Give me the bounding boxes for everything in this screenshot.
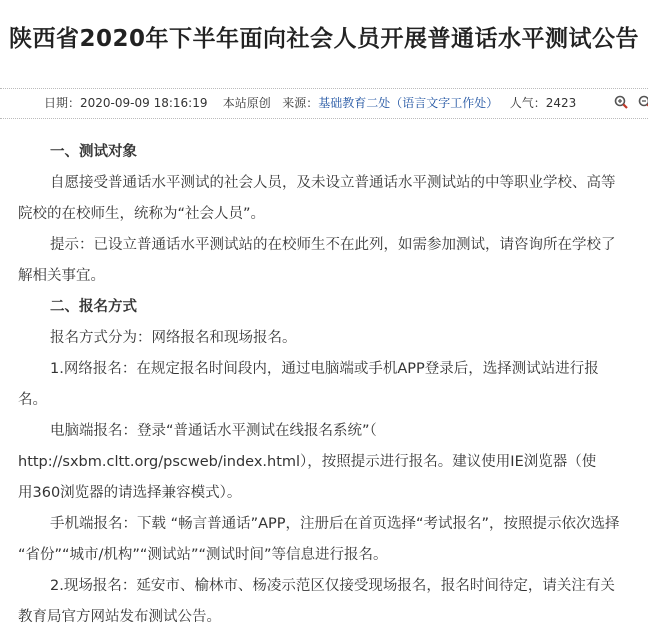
text-line: 报名方式分为：网络报名和现场报名。 bbox=[50, 330, 297, 346]
zoom-out-icon[interactable] bbox=[638, 95, 648, 109]
text-line: 教育局官方网站发布测试公告。 bbox=[18, 609, 221, 625]
paragraph bbox=[18, 323, 643, 354]
text-line: 电脑端报名：登录“普通话水平测试在线报名系统”（ bbox=[50, 423, 377, 439]
text-line: 2.现场报名：延安市、榆林市、杨凌示范区仅接受现场报名，报名时间待定，请关注有关 bbox=[50, 578, 615, 594]
section-heading bbox=[18, 137, 643, 168]
section-heading bbox=[18, 292, 643, 323]
origin: 本站原创 bbox=[222, 96, 271, 110]
text-line: 一、测试对象 bbox=[50, 144, 137, 160]
paragraph bbox=[18, 230, 643, 292]
article-meta bbox=[0, 88, 648, 119]
page-title: 陕西省2020年下半年面向社会人员开展普通话水平测试公告 bbox=[8, 26, 639, 52]
zoom-in-icon[interactable] bbox=[614, 95, 628, 109]
date-label: 日期： bbox=[44, 96, 81, 110]
source-link[interactable]: 基础教育二处（语言文字工作处） bbox=[318, 96, 499, 110]
text-line: 自愿接受普通话水平测试的社会人员，及未设立普通话水平测试站的中等职业学校、高等 bbox=[50, 175, 616, 191]
text-line: 用360浏览器的请选择兼容模式）。 bbox=[18, 485, 242, 501]
article-body bbox=[18, 137, 643, 633]
paragraph bbox=[18, 168, 643, 230]
paragraph bbox=[18, 416, 643, 509]
text-line: 1.网络报名：在规定报名时间段内，通过电脑端或手机APP登录后，选择测试站进行报 bbox=[50, 361, 599, 377]
source-label: 来源： bbox=[282, 96, 319, 110]
text-line: 院校的在校师生，统称为“社会人员”。 bbox=[18, 206, 266, 222]
date: 2020-09-09 18:16:19 bbox=[80, 96, 208, 110]
paragraph bbox=[18, 571, 643, 633]
text-line: 手机端报名：下载 “畅言普通话”APP，注册后在首页选择“考试报名”，按照提示依次选择 bbox=[50, 516, 620, 532]
text-line: http://sxbm.cltt.org/pscweb/index.html），按照提示进行报名。建议使用IE浏览器（使 bbox=[18, 454, 597, 470]
text-line: 解相关事宜。 bbox=[18, 268, 105, 284]
text-line: 名。 bbox=[18, 392, 47, 408]
paragraph bbox=[18, 509, 643, 571]
paragraph bbox=[18, 354, 643, 416]
text-line: “省份”“城市/机构”“测试站”“测试时间”等信息进行报名。 bbox=[18, 547, 388, 563]
views-label: 人气： bbox=[509, 96, 546, 110]
views-count: 2423 bbox=[545, 96, 577, 110]
text-line: 二、报名方式 bbox=[50, 299, 137, 315]
text-line: 提示：已设立普通话水平测试站的在校师生不在此列，如需参加测试，请咨询所在学校了 bbox=[50, 237, 616, 253]
